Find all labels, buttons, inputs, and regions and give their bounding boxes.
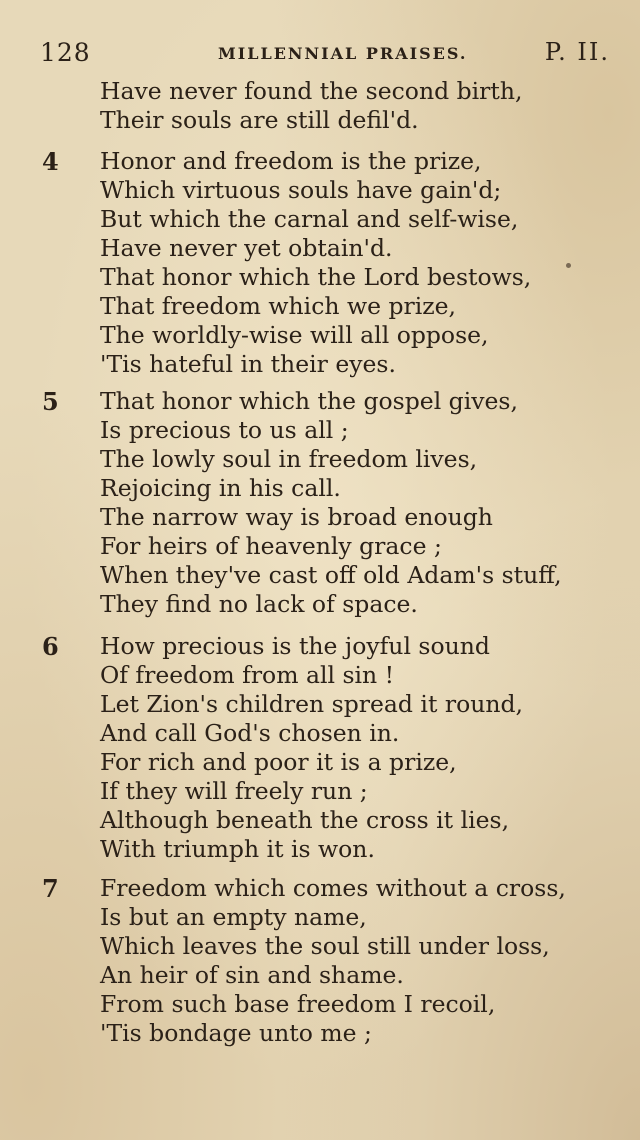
running-head bbox=[40, 38, 610, 68]
verse-line: Which leaves the soul still under loss, bbox=[100, 932, 550, 960]
verse-line: Have never found the second birth, bbox=[100, 77, 523, 105]
paper-speck bbox=[566, 263, 571, 268]
verse-line: From such base freedom I recoil, bbox=[100, 990, 496, 1018]
verse-line: How precious is the joyful sound bbox=[100, 632, 490, 660]
verse-line: Have never yet obtain'd. bbox=[100, 234, 393, 262]
verse-line: Their souls are still defil'd. bbox=[100, 106, 419, 134]
verse-line: 'Tis hateful in their eyes. bbox=[100, 350, 396, 378]
verse-line: The narrow way is broad enough bbox=[100, 503, 493, 531]
verse-line: Although beneath the cross it lies, bbox=[100, 806, 510, 834]
verse-line: And call God's chosen in. bbox=[100, 719, 400, 747]
verse-line: Which virtuous souls have gain'd; bbox=[100, 176, 502, 204]
verse-line: But which the carnal and self-wise, bbox=[100, 205, 519, 233]
part-label: P. II. bbox=[544, 38, 610, 66]
verse-line: The lowly soul in freedom lives, bbox=[100, 445, 478, 473]
verse-line: Freedom which comes without a cross, bbox=[100, 874, 566, 902]
verse-line: They find no lack of space. bbox=[100, 590, 418, 618]
stanza-number: 7 bbox=[42, 874, 59, 903]
stanza-number: 6 bbox=[42, 632, 59, 661]
page-number: 128 bbox=[40, 38, 91, 67]
verse-line: For heirs of heavenly grace ; bbox=[100, 532, 442, 560]
verse-line: If they will freely run ; bbox=[100, 777, 368, 805]
stanza-number: 4 bbox=[42, 147, 59, 176]
verse-line: Rejoicing in his call. bbox=[100, 474, 341, 502]
verse-line: Of freedom from all sin ! bbox=[100, 661, 395, 689]
stanza-number: 5 bbox=[42, 387, 59, 416]
verse-line: Is but an empty name, bbox=[100, 903, 367, 931]
verse-line: For rich and poor it is a prize, bbox=[100, 748, 457, 776]
verse-line: 'Tis bondage unto me ; bbox=[100, 1019, 372, 1047]
verse-line: Is precious to us all ; bbox=[100, 416, 349, 444]
verse-line: Let Zion's children spread it round, bbox=[100, 690, 524, 718]
verse-line: The worldly-wise will all oppose, bbox=[100, 321, 489, 349]
verse-line: Honor and freedom is the prize, bbox=[100, 147, 482, 175]
verse-line: That freedom which we prize, bbox=[100, 292, 456, 320]
verse-line: When they've cast off old Adam's stuff, bbox=[100, 561, 562, 589]
verse-line: With triumph it is won. bbox=[100, 835, 375, 863]
verse-line: That honor which the Lord bestows, bbox=[100, 263, 532, 291]
verse-line: That honor which the gospel gives, bbox=[100, 387, 518, 415]
verse-line: An heir of sin and shame. bbox=[100, 961, 404, 989]
header-title: MILLENNIAL PRAISES. bbox=[218, 44, 468, 63]
